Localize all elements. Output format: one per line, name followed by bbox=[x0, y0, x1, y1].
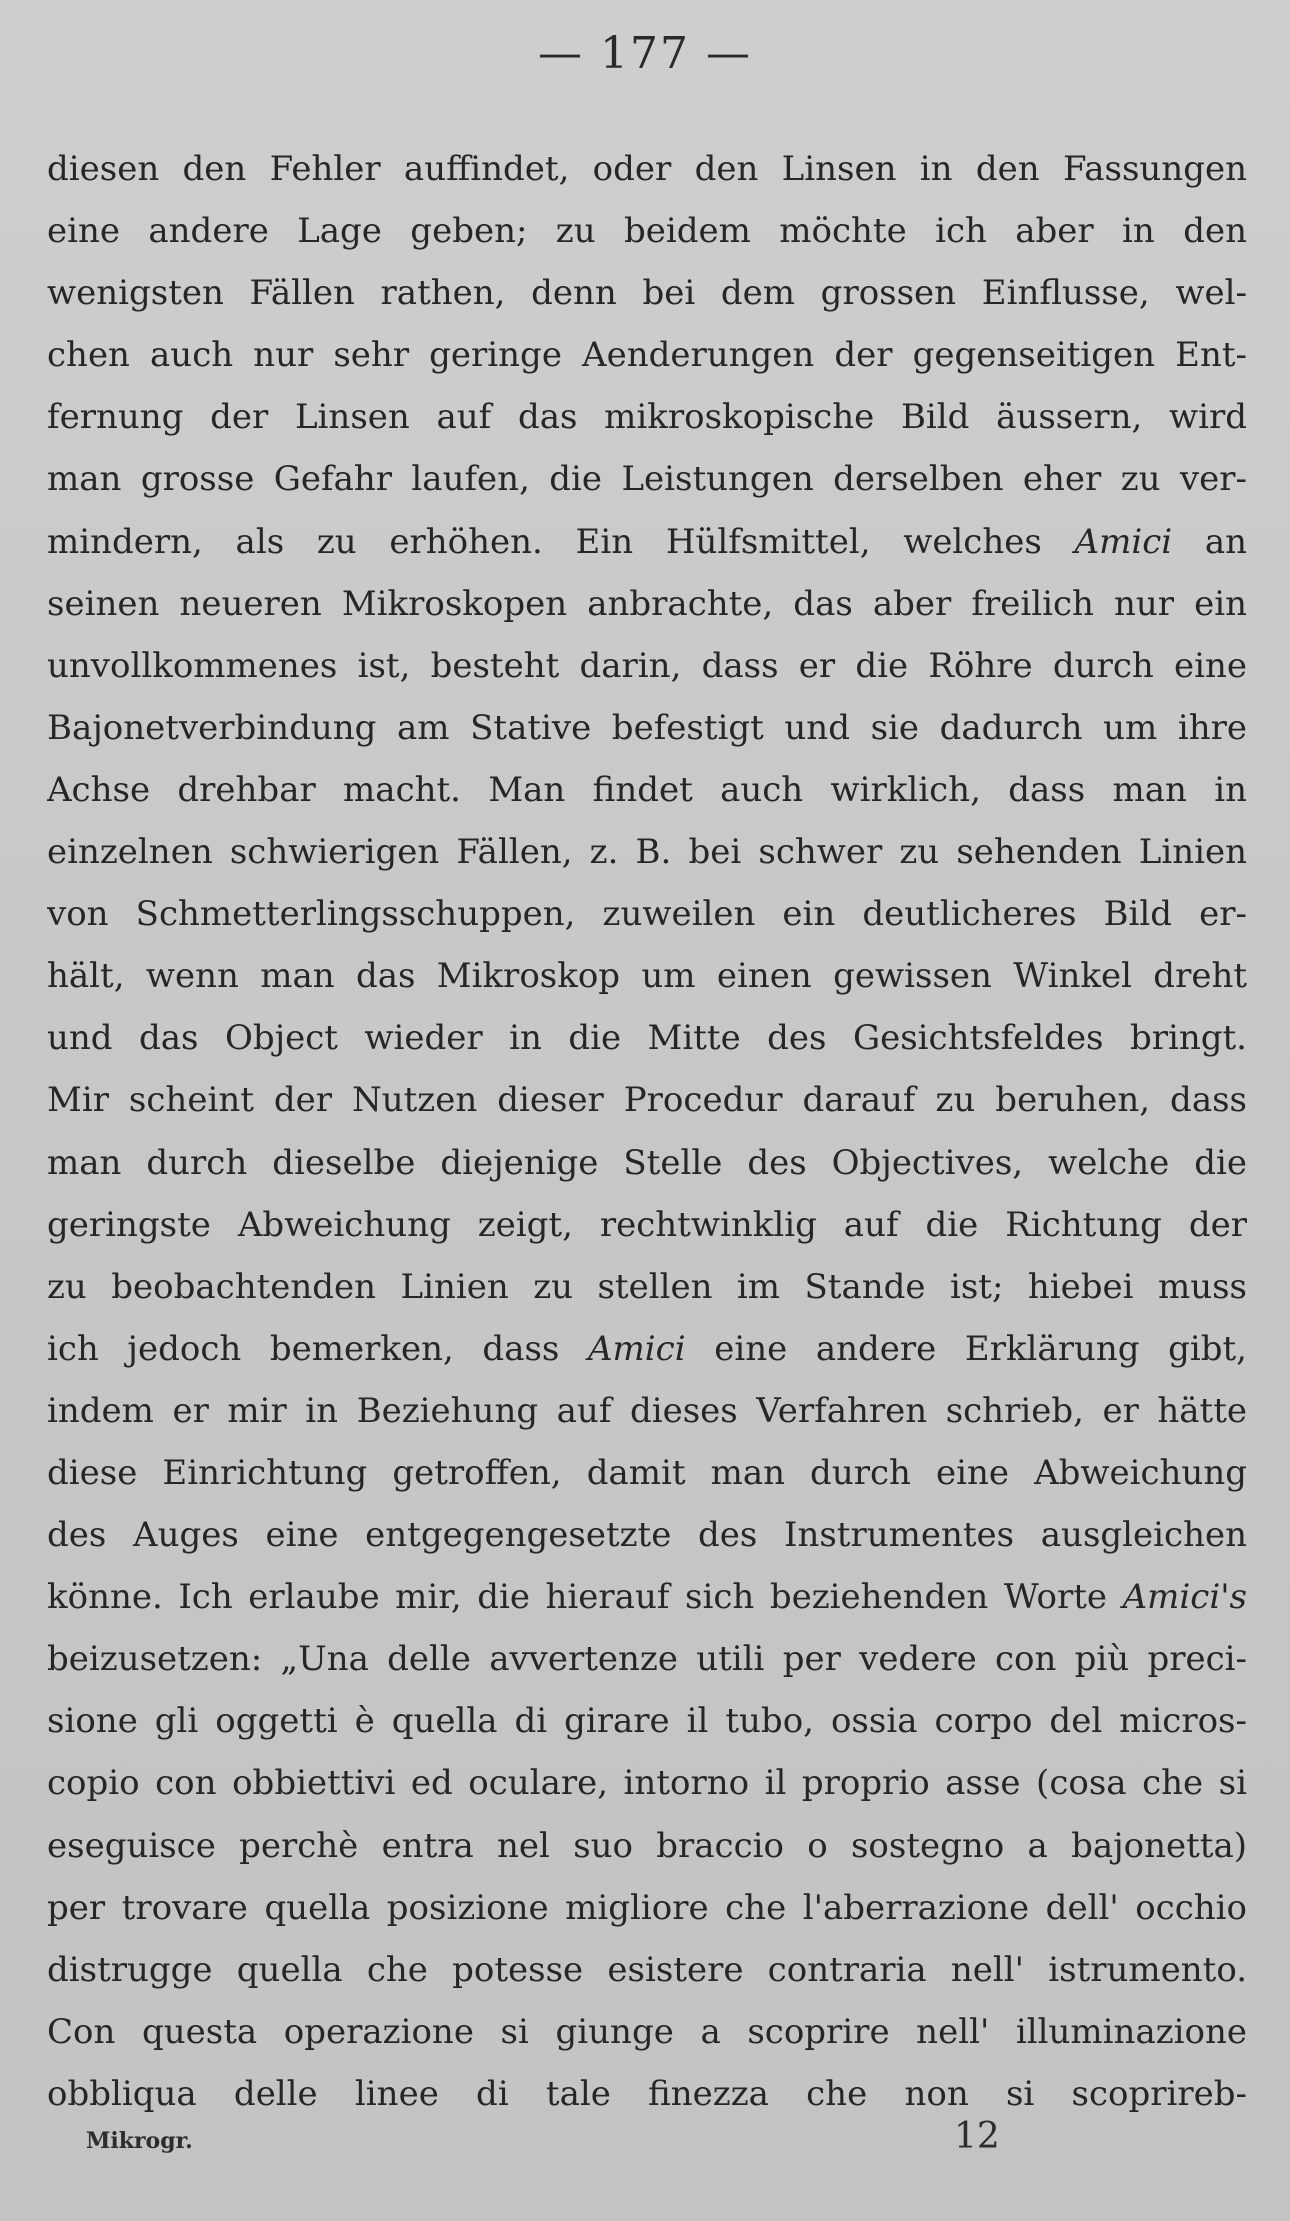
text-line: und das Object wieder in die Mitte des Gesichtsfeldes bringt. bbox=[47, 1018, 1247, 1059]
text-line: zu beobachtenden Linien zu stellen im Stande ist; hiebei muss bbox=[47, 1266, 1247, 1307]
text-line: von Schmetterlingsschuppen, zuweilen ein deutlicheres Bild er- bbox=[47, 894, 1247, 935]
text-line: mindern, als zu erhöhen. Ein Hülfsmittel, welches Amici an bbox=[47, 521, 1247, 562]
text-line: sione gli oggetti è quella di girare il tubo, ossia corpo del micros- bbox=[47, 1701, 1247, 1742]
text-line: hält, wenn man das Mikroskop um einen gewissen Winkel dreht bbox=[47, 956, 1247, 997]
text-line: chen auch nur sehr geringe Aenderungen der gegenseitigen Ent- bbox=[47, 335, 1247, 376]
text-line: ich jedoch bemerken, dass Amici eine andere Erklärung gibt, bbox=[47, 1328, 1247, 1369]
text-line: Con questa operazione si giunge a scoprire nell' illuminazione bbox=[47, 2011, 1247, 2052]
text-line: könne. Ich erlaube mir, die hierauf sich beziehenden Worte Amici's bbox=[47, 1577, 1247, 1618]
text-line: man durch dieselbe diejenige Stelle des Objectives, welche die bbox=[47, 1142, 1247, 1183]
text-line: copio con obbiettivi ed oculare, intorno il proprio asse (cosa che si bbox=[47, 1763, 1247, 1804]
text-line: fernung der Linsen auf das mikroskopische Bild äussern, wird bbox=[47, 397, 1247, 438]
text-line: seinen neueren Mikroskopen anbrachte, das aber freilich nur ein bbox=[47, 583, 1247, 624]
text-line: des Auges eine entgegengesetzte des Instrumentes ausgleichen bbox=[47, 1515, 1247, 1556]
text-line: Bajonetverbindung am Stative befestigt und sie dadurch um ihre bbox=[47, 707, 1247, 748]
text-line: per trovare quella posizione migliore che l'aberrazione dell' occhio bbox=[47, 1887, 1247, 1928]
text-line: diesen den Fehler auffindet, oder den Linsen in den Fassungen bbox=[47, 149, 1247, 189]
text-line: geringste Abweichung zeigt, rechtwinklig auf die Richtung der bbox=[47, 1204, 1247, 1245]
text-line: indem er mir in Beziehung auf dieses Verfahren schrieb, er hätte bbox=[47, 1390, 1247, 1431]
text-line: wenigsten Fällen rathen, denn bei dem grossen Einflusse, wel- bbox=[47, 273, 1247, 314]
text-line: eine andere Lage geben; zu beidem möchte ich aber in den bbox=[47, 211, 1247, 252]
text-line: eseguisce perchè entra nel suo braccio o sostegno a bajonetta) bbox=[47, 1825, 1247, 1866]
text-line: obbliqua delle linee di tale finezza che non si scoprireb- bbox=[47, 2073, 1247, 2114]
sheet-number: 12 bbox=[954, 2116, 1000, 2157]
signature-mark: Mikrogr. bbox=[86, 2128, 193, 2154]
text-line: einzelnen schwierigen Fällen, z. B. bei schwer zu sehenden Linien bbox=[47, 832, 1247, 873]
text-line: Achse drehbar macht. Man findet auch wirklich, dass man in bbox=[47, 769, 1247, 810]
text-line: man grosse Gefahr laufen, die Leistungen derselben eher zu ver- bbox=[47, 459, 1247, 500]
text-line: unvollkommenes ist, besteht darin, dass er die Röhre durch eine bbox=[47, 645, 1247, 686]
text-line: Mir scheint der Nutzen dieser Procedur darauf zu beruhen, dass bbox=[47, 1080, 1247, 1121]
body-text bbox=[47, 138, 1247, 2125]
text-line: distrugge quella che potesse esistere contraria nell' istrumento. bbox=[47, 1949, 1247, 1990]
text-line: beizusetzen: „Una delle avvertenze utili per vedere con più preci- bbox=[47, 1639, 1247, 1680]
page-number-header: — 177 — bbox=[538, 28, 752, 79]
text-line: diese Einrichtung getroffen, damit man durch eine Abweichung bbox=[47, 1452, 1247, 1493]
